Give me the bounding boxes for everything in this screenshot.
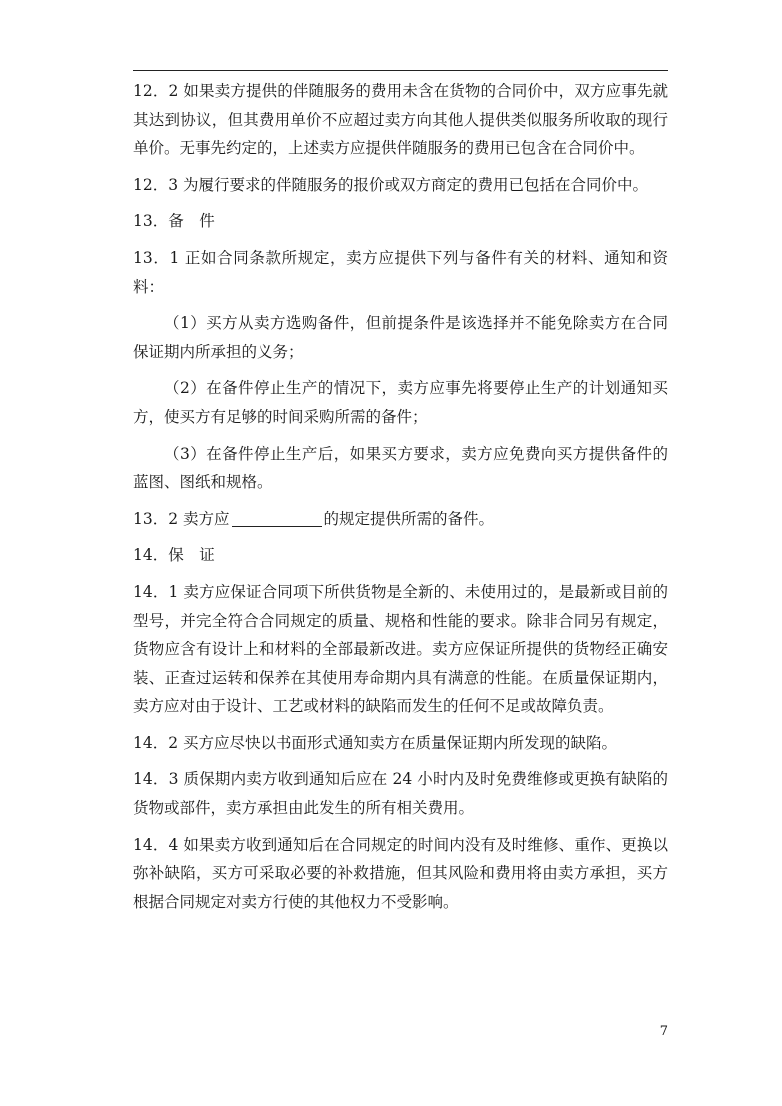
clause-13-1-item-2: （2）在备件停止生产的情况下，卖方应事先将要停止生产的计划通知买方，使买方有足够的时间采购所需的备件；	[133, 379, 668, 426]
clause-13-1: 13．1 正如合同条款所规定，卖方应提供下列与备件有关的材料、通知和资料：	[133, 248, 668, 296]
clause-14-2: 14．2 买方应尽快以书面形式通知卖方在质量保证期内所发现的缺陷。	[133, 733, 618, 752]
section-heading-13: 13．备 件	[133, 212, 215, 231]
clause-14-1: 14．1 卖方应保证合同项下所供货物是全新的、未使用过的，是最新或目前的型号，并完全符合合同规定的质量、规格和性能的要求。除非合同另有规定，货物应含有设计上和材料的全部最新改进。卖方应保证所提供的货物经正确安装、正查过运转和保养在其使用寿命期内具有满意的性能。在质量保证期内，卖方应对由于设计、工艺或材料的缺陷而发生的任何不足或故障负责。	[133, 582, 668, 716]
clause-12-3: 12．3 为履行要求的伴随服务的报价或双方商定的费用已包括在合同价中。	[133, 175, 649, 194]
clause-13-2-prefix: 13．2 卖方应	[133, 509, 230, 528]
document-body	[133, 77, 668, 924]
clause-12-2: 12．2 如果卖方提供的伴随服务的费用未含在货物的合同价中，双方应事先就其达到协议，但其费用单价不应超过卖方向其他人提供类似服务所收取的现行单价。无事先约定的，上述卖方应提供伴随服务的费用已包含在合同价中。	[133, 82, 668, 158]
clause-13-2-suffix: 的规定提供所需的备件。	[323, 509, 495, 528]
clause-13-1-item-3: （3）在备件停止生产后，如果买方要求，卖方应免费向买方提供备件的蓝图、图纸和规格。	[133, 444, 668, 492]
fill-in-blank	[232, 510, 322, 527]
clause-13-2	[133, 505, 668, 534]
section-heading-14: 14．保 证	[133, 546, 215, 565]
clause-14-4: 14．4 如果卖方收到通知后在合同规定的时间内没有及时维修、重作、更换以弥补缺陷，买方可采取必要的补救措施，但其风险和费用将由卖方承担，买方根据合同规定对卖方行使的其他权力不受影响。	[133, 835, 668, 911]
page-number: 7	[659, 1024, 668, 1039]
clause-14-3: 14．3 质保期内卖方收到通知后应在 24 小时内及时免费维修或更换有缺陷的货物或部件，卖方承担由此发生的所有相关费用。	[133, 770, 668, 818]
header-rule	[133, 70, 668, 71]
clause-13-1-item-1: （1）买方从卖方选购备件，但前提条件是该选择并不能免除卖方在合同保证期内所承担的义务；	[133, 314, 668, 361]
